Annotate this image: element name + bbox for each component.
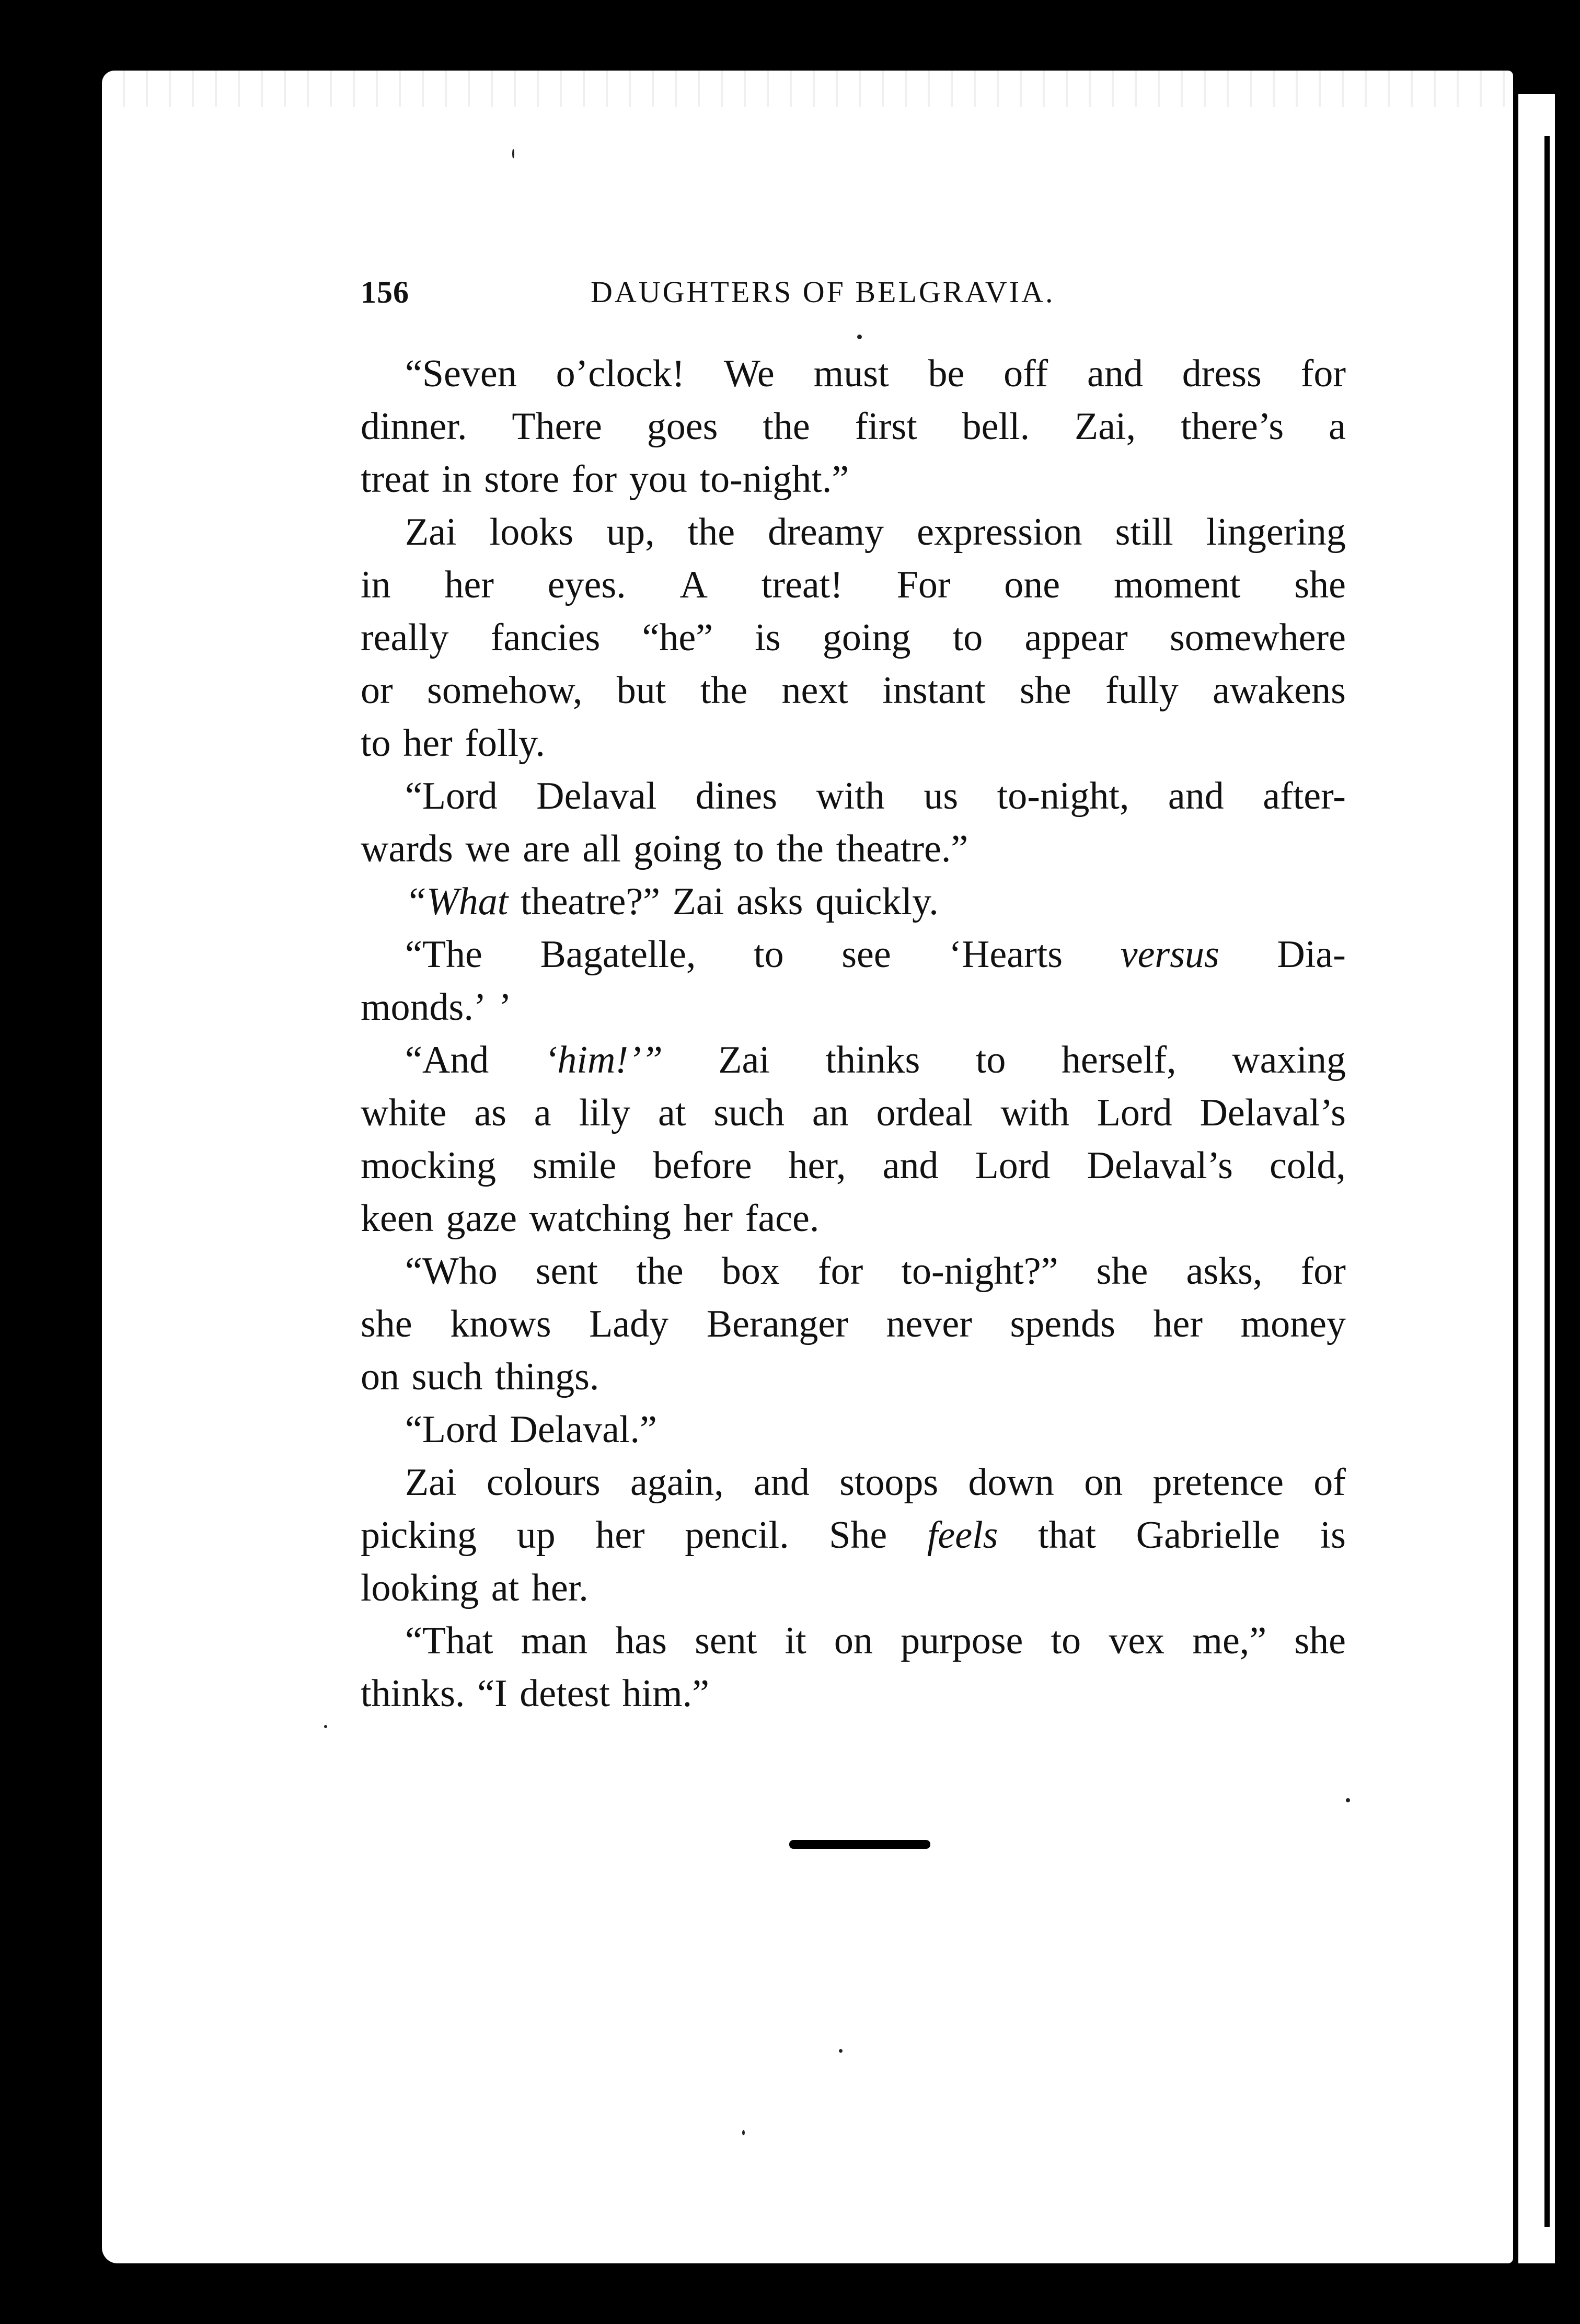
word: monds.’ [361,986,487,1029]
word: lily [579,1091,631,1134]
word: to [1051,1619,1081,1662]
word: must [813,352,889,395]
word: and [882,1144,939,1187]
word: in [442,458,472,501]
word: box [721,1250,780,1293]
word: to [734,827,764,870]
word: waxing [1232,1039,1346,1082]
word: off [1004,352,1048,395]
word: to-night, [997,775,1129,818]
text-line [361,1192,1346,1245]
word: on [834,1619,873,1662]
scan-speck [324,1725,327,1728]
page-edge-shadow [1544,136,1550,2227]
word: down [968,1461,1054,1504]
word: A [679,563,708,606]
word: herself, [1061,1039,1177,1082]
word: at [658,1091,686,1134]
word: watching [529,1197,671,1240]
word: bell. [962,405,1030,448]
text-line [361,1245,1346,1298]
text-line [361,1456,1346,1509]
word: Zai [405,511,457,554]
word: Zai [672,880,724,923]
word: colours [486,1461,601,1504]
word: with [1000,1091,1069,1134]
word: is [1320,1514,1346,1557]
text-line [361,1298,1346,1351]
word: that [1038,1514,1097,1557]
word: and [753,1461,810,1504]
word: as [474,1091,506,1134]
word: the [776,827,824,870]
word: Lord [1097,1091,1172,1134]
text-line [361,717,1346,770]
word: “I [477,1672,508,1715]
word: on [1084,1461,1123,1504]
word: never [886,1303,972,1345]
word: “What [405,880,509,923]
word: sent [535,1250,598,1293]
word: o’clock! [556,352,685,395]
word: next [781,669,848,712]
word: all [582,827,621,870]
word: such [713,1091,785,1134]
word: one [1004,563,1060,606]
word: ’ [499,986,512,1029]
word: Dia- [1277,933,1346,976]
word: in [361,563,391,606]
word: we [465,827,511,870]
word: asks [736,880,803,923]
word: wards [361,827,453,870]
word: “And [405,1039,489,1082]
word: stoops [839,1461,939,1504]
word: before [653,1144,752,1187]
word: looking [361,1567,479,1609]
word: treat! [761,563,843,606]
page-number: 156 [361,275,409,309]
section-end-rule [789,1840,930,1849]
word: awakens [1213,669,1346,712]
word: Zai [405,1461,457,1504]
word: feels [927,1514,998,1557]
text-line [361,1667,1346,1720]
word: “Seven [405,352,517,395]
word: of [1313,1461,1346,1504]
text-line [361,453,1346,506]
word: fancies [490,616,601,659]
word: for [818,1250,863,1293]
word: spends [1010,1303,1115,1345]
running-header [361,274,1406,314]
word: her. [531,1567,589,1609]
word: to [952,616,983,659]
word: face. [745,1197,820,1240]
word: again, [630,1461,724,1504]
word: Zai [718,1039,770,1082]
word: sent [695,1619,757,1662]
word: with [816,775,885,818]
word: really [361,616,449,659]
word: “Lord [405,775,498,818]
word: she [1096,1250,1148,1293]
word: man [521,1619,588,1662]
text-line [361,664,1346,717]
word: mocking [361,1144,496,1187]
text-line [361,400,1346,453]
scan-noise [102,71,1513,107]
word: first [855,405,917,448]
word: thinks [825,1039,920,1082]
word: “That [405,1619,493,1662]
word: me,” [1192,1619,1267,1662]
word: she [1019,669,1071,712]
word: knows [450,1303,551,1345]
word: dinner. [361,405,467,448]
word: There [512,405,602,448]
word: is [755,616,781,659]
word: Bagatelle, [540,933,696,976]
word: dress [1182,352,1262,395]
word: for [571,458,617,501]
word: the [700,669,748,712]
word: Lord [975,1144,1051,1187]
word: Beranger [706,1303,848,1345]
word: the [687,511,735,554]
word: treat [361,458,430,501]
text-line [361,1087,1346,1140]
word: to [754,933,784,976]
word: Delaval’s [1200,1091,1346,1134]
word: Lady [589,1303,669,1345]
word: somewhere [1169,616,1346,659]
text-line [361,823,1346,876]
word: an [812,1091,849,1134]
word: goes [647,405,718,448]
word: picking [361,1514,477,1557]
text-line [361,1403,1346,1456]
word: to-night.” [699,458,849,501]
word: to-night?” [901,1250,1058,1293]
text-line [361,1562,1346,1615]
word: and [1168,775,1224,818]
scan-speck [512,149,514,158]
word: has [615,1619,667,1662]
word: pencil. [685,1514,789,1557]
word: looks [489,511,574,554]
word: purpose [901,1619,1023,1662]
word: quickly. [815,880,939,923]
word: she [1294,563,1346,606]
word: fully [1105,669,1179,712]
word: asks, [1186,1250,1263,1293]
word: thinks. [361,1672,465,1715]
word: after- [1263,775,1346,818]
word: it [785,1619,806,1662]
text-line [361,1509,1346,1562]
word: She [829,1514,887,1557]
word: or [361,669,393,712]
word: pretence [1152,1461,1284,1504]
word: her [595,1514,645,1557]
word: Delaval [536,775,657,818]
word: ordeal [876,1091,973,1134]
running-title: DAUGHTERS OF BELGRAVIA. [591,275,1055,309]
word: expression [917,511,1082,554]
text-line [361,348,1346,400]
word: her [1153,1303,1203,1345]
word: the [763,405,810,448]
text-line [361,559,1346,612]
word: us [924,775,959,818]
word: a [1329,405,1346,448]
word: keen [361,1197,434,1240]
word: white [361,1091,447,1134]
text-line [361,1034,1346,1087]
text-line [361,770,1346,823]
word: eyes. [547,563,626,606]
scan-speck [742,2130,745,2135]
word: smile [533,1144,617,1187]
word: moment [1113,563,1241,606]
word: are [523,827,570,870]
word: folly. [465,722,545,765]
scan-speck [839,2049,843,2053]
word: Delaval.” [510,1408,657,1451]
word: at [491,1567,520,1609]
word: dines [695,775,777,818]
text-line [361,928,1346,981]
word: for [1300,1250,1346,1293]
word: such [411,1355,483,1398]
word: lingering [1206,511,1346,554]
word: her [403,722,453,765]
word: gaze [446,1197,517,1240]
word: but [616,669,666,712]
body-text [361,348,1346,1720]
word: a [534,1091,551,1134]
text-line [361,981,1346,1034]
word: store [484,458,560,501]
word: instant [882,669,986,712]
word: theatre?” [521,880,661,923]
word: him.” [622,1672,710,1715]
word: somehow, [427,669,583,712]
word: versus [1120,933,1219,976]
word: she [1294,1619,1346,1662]
word: “Lord [405,1408,498,1451]
word: ‘Hearts [949,933,1063,976]
word: things. [495,1355,599,1398]
word: still [1115,511,1173,554]
word: vex [1109,1619,1165,1662]
word: to [975,1039,1006,1082]
word: detest [520,1672,610,1715]
word: on [361,1355,399,1398]
word: she [361,1303,412,1345]
text-line [361,1615,1346,1667]
word: going [822,616,911,659]
word: see [841,933,891,976]
word: her [444,563,494,606]
word: going [633,827,722,870]
text-line [361,876,1346,928]
text-line [361,1351,1346,1403]
word: cold, [1270,1144,1346,1187]
word: ‘him!’” [544,1039,663,1082]
word: For [896,563,951,606]
word: you [629,458,687,501]
word: be [928,352,965,395]
word: up, [606,511,655,554]
text-line [361,506,1346,559]
word: Zai, [1075,405,1136,448]
word: up [516,1514,556,1557]
word: money [1240,1303,1346,1345]
word: “The [405,933,482,976]
word: Gabrielle [1136,1514,1280,1557]
word: the [636,1250,684,1293]
scan-speck [1346,1798,1350,1802]
text-line [361,1140,1346,1192]
word: for [1300,352,1346,395]
word: appear [1024,616,1128,659]
word: dreamy [768,511,884,554]
word: “Who [405,1250,498,1293]
word: and [1087,352,1143,395]
text-line [361,612,1346,664]
word: We [724,352,775,395]
word: “he” [642,616,713,659]
word: Delaval’s [1087,1144,1233,1187]
word: there’s [1180,405,1284,448]
word: her [683,1197,733,1240]
word: to [361,722,391,765]
word: her, [788,1144,846,1187]
word: theatre.” [836,827,968,870]
scan-speck [857,335,862,339]
